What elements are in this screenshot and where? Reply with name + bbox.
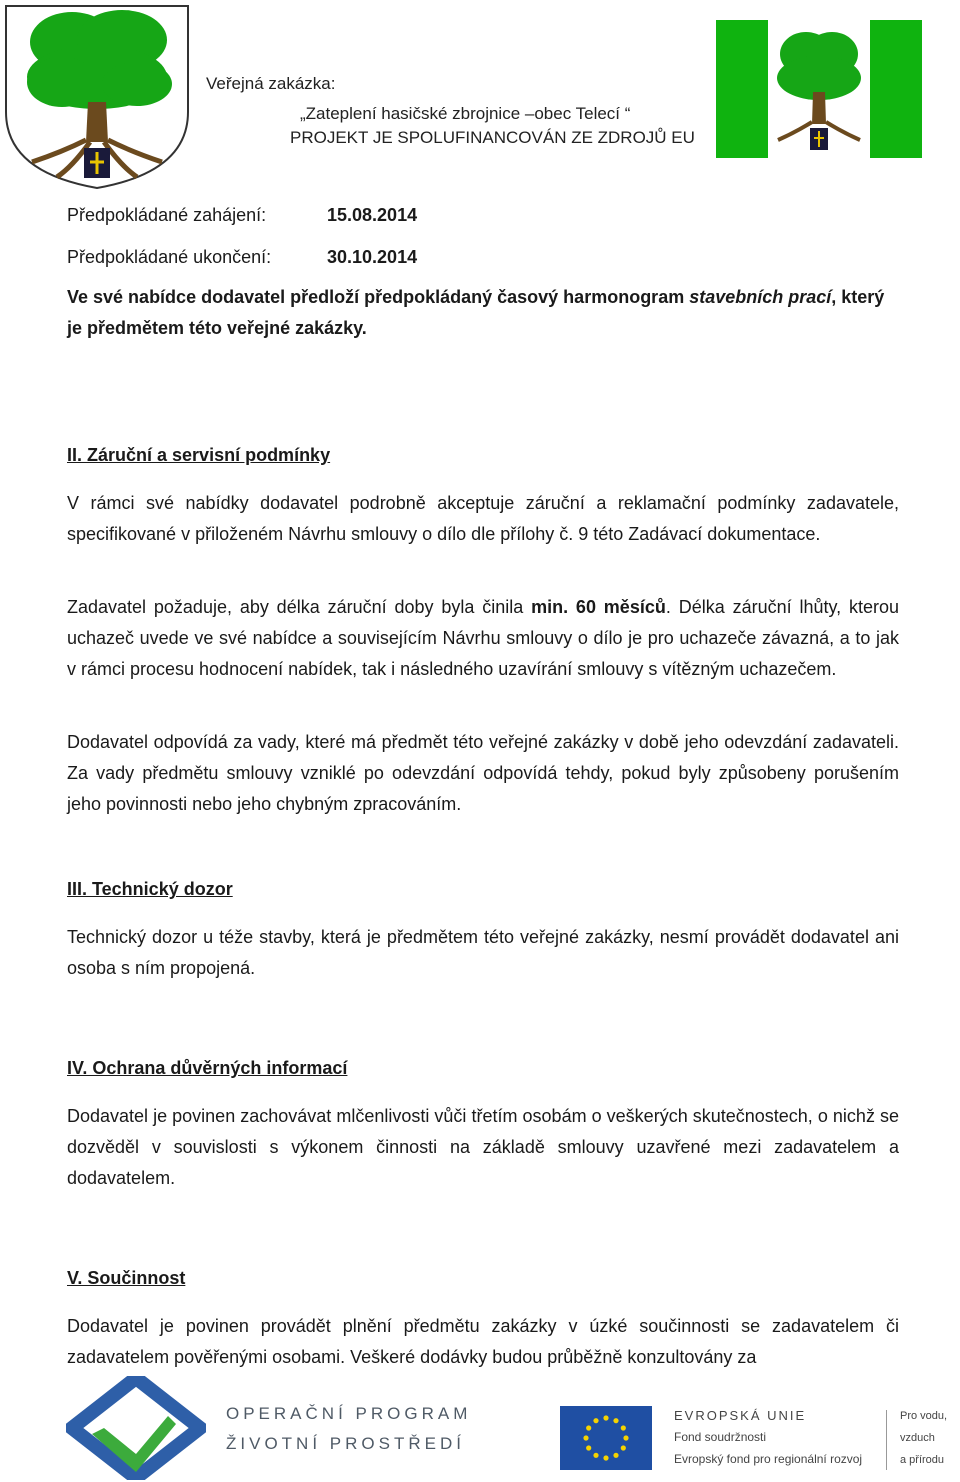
header-title: „Zateplení hasičské zbrojnice –obec Telecí “ xyxy=(300,104,631,123)
op-program-line2: ŽIVOTNÍ PROSTŘEDÍ xyxy=(226,1434,465,1453)
schedule-text-end: , který je předmětem této veřejné zakázky. xyxy=(67,287,885,338)
section-4-paragraph-1: Dodavatel je povinen zachovávat mlčenlivosti vůči třetím osobám o veškerých skutečnostech, o nichž se dozvěděl v souvislosti s výkonem činnosti na základě smlouvy uzavřené mezi zadavatelem a dodavatelem. xyxy=(67,1106,899,1188)
warranty-text: Zadavatel požaduje, aby délka záruční doby byla činila xyxy=(67,597,532,617)
schedule-italic-text: stavebních prací xyxy=(689,287,832,307)
eu-star-icon xyxy=(623,1435,628,1440)
start-date-value: 15.08.2014 xyxy=(327,205,418,225)
warranty-period: min. 60 měsíců xyxy=(531,597,666,617)
op-program-line1: OPERAČNÍ PROGRAM xyxy=(226,1404,472,1423)
end-date-value: 30.10.2014 xyxy=(327,247,418,267)
section-3-heading: III. Technický dozor xyxy=(67,879,233,899)
coat-of-arms-icon xyxy=(2,2,192,190)
eu-cohesion-fund: Fond soudržnosti xyxy=(674,1430,767,1444)
section-5-paragraph-1: Dodavatel je povinen provádět plnění předmětu zakázky v úzké součinnosti se zadavatelem či zadavatelem pověřenými osobami. Veškeré dodávky budou průběžně konzultovány za xyxy=(67,1316,899,1367)
warranty-text-end: . Délka záruční lhůty, kterou uchazeč uvede ve své nabídce a souvisejícím Návrhu smlouvy o dílo je pro uchazeče závazná, a to jak v rámci procesu hodnocení nabídek, tak i následného uzavírání smlouvy s vítězným uchazečem. xyxy=(67,597,900,679)
eu-regional-fund: Evropský fond pro regionální rozvoj xyxy=(674,1452,863,1466)
slogan-line3: a přírodu xyxy=(900,1454,945,1466)
footer-divider xyxy=(886,1410,887,1470)
end-date-label: Předpokládané ukončení: xyxy=(67,247,272,267)
municipal-flag-icon xyxy=(716,20,922,158)
schedule-paragraph xyxy=(67,282,899,344)
slogan-line2: vzduch xyxy=(900,1432,935,1444)
eu-star-icon xyxy=(603,1455,608,1460)
header-project-note: PROJEKT JE SPOLUFINANCOVÁN ZE ZDROJŮ EU xyxy=(290,128,695,147)
section-5-heading: V. Součinnost xyxy=(67,1268,186,1288)
slogan-line1: Pro vodu, xyxy=(900,1410,948,1422)
eu-star-icon xyxy=(621,1445,626,1450)
eu-star-icon xyxy=(586,1445,591,1450)
header-label: Veřejná zakázka: xyxy=(206,74,336,93)
eu-star-icon xyxy=(603,1415,608,1420)
eu-flag-icon xyxy=(560,1406,652,1470)
eu-star-icon xyxy=(613,1453,618,1458)
section-4-heading: IV. Ochrana důvěrných informací xyxy=(67,1058,348,1078)
eu-star-icon xyxy=(586,1425,591,1430)
op-environment-logo-icon xyxy=(66,1376,206,1480)
schedule-text: Ve své nabídce dodavatel předloží předpokládaný časový harmonogram xyxy=(67,287,690,307)
section-2-paragraph-1: V rámci své nabídky dodavatel podrobně akceptuje záruční a reklamační podmínky zadavatele, specifikované v přiloženém Návrhu smlouvy o dílo dle přílohy č. 9 této Zadávací dokumentace. xyxy=(67,493,899,544)
section-2-heading: II. Záruční a servisní podmínky xyxy=(67,445,331,465)
eu-star-icon xyxy=(593,1453,598,1458)
start-date-label: Předpokládané zahájení: xyxy=(67,205,267,225)
eu-star-icon xyxy=(583,1435,588,1440)
start-date-row xyxy=(67,202,418,228)
eu-star-icon xyxy=(593,1418,598,1423)
section-2-paragraph-2 xyxy=(67,592,899,685)
section-2-paragraph-3: Dodavatel odpovídá za vady, které má předmět této veřejné zakázky v době jeho odevzdání zadavateli. Za vady předmětu smlouvy vzniklé po odevzdání odpovídá tehdy, pokud byly způsobeny porušením jeho povinnosti nebo jeho chybným zpracováním. xyxy=(67,732,899,814)
eu-star-icon xyxy=(621,1425,626,1430)
eu-title: EVROPSKÁ UNIE xyxy=(674,1408,807,1423)
section-3-paragraph-1: Technický dozor u téže stavby, která je předmětem této veřejné zakázky, nesmí provádět dodavatel ani osoba s ním propojená. xyxy=(67,927,899,978)
eu-star-icon xyxy=(613,1418,618,1423)
end-date-row xyxy=(67,244,418,270)
